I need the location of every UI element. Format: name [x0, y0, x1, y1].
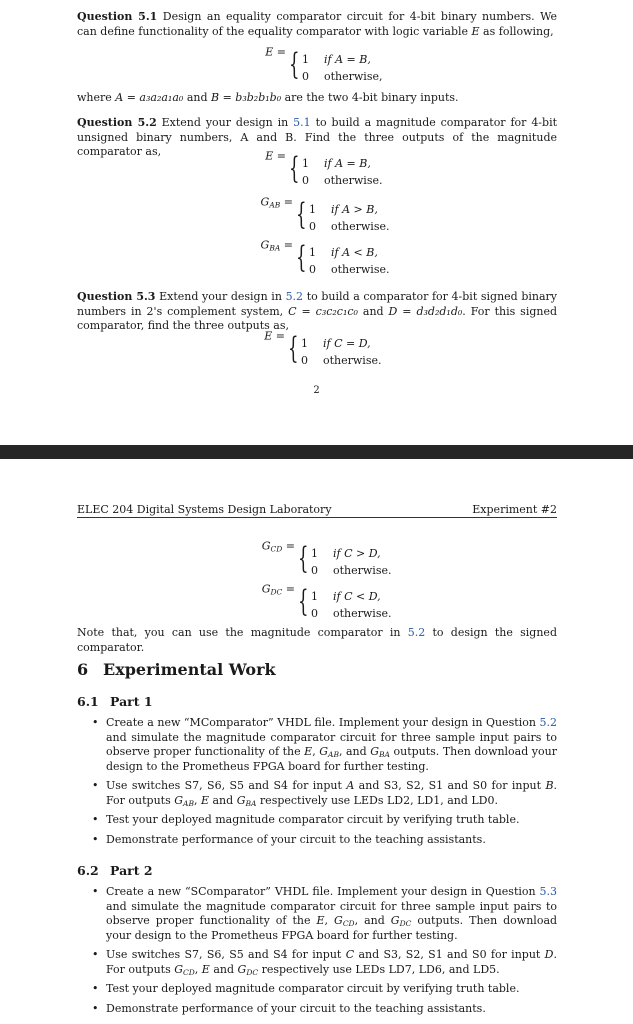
- question-5-1: [77, 10, 557, 39]
- ref-5-2-link[interactable]: 5.2: [407, 626, 426, 639]
- question-5-2-text: Question 5.2 Extend your design in 5.1 to build a magnitude comparator for 4-bit unsigned binary numbers, A and B. Find the three outputs of the magnitude comparator as,: [77, 116, 558, 158]
- question-5-1-label: Question 5.1: [77, 10, 158, 23]
- header-experiment-number: Experiment #2: [472, 503, 557, 516]
- question-5-2-label: Question 5.2: [77, 116, 157, 129]
- running-header: [77, 503, 557, 518]
- page-number: 2: [313, 385, 320, 396]
- list-item: • Create a new “MComparator” VHDL file. Implement your design in Question 5.2 and simulate the magnitude comparator circuit for three sample input pairs to observe proper functionality of the E, $G_{AB}$, and $G_{BA}$ outputs. Then download your design to the Prometheus FPGA board for further testing.: [92, 716, 557, 774]
- subsection-6-1-heading: 6.1 Part 1: [77, 694, 153, 709]
- question-5-3-text: Question 5.3 Extend your design in 5.2 to build a comparator for 4-bit signed binary numbers in 2's complement system, C = c₃c₂c₁c₀ and D = d₃d₂d₁d₀. For this signed comparator, find the three outputs as,: [77, 290, 558, 332]
- list-item: • Use switches S7, S6, S5 and S4 for input C and S3, S2, S1 and S0 for input D. For outputs $G_{CD}$, E and $G_{DC}$ respectively use LEDs LD7, LD6, and LD5.: [92, 948, 557, 977]
- list-item: • Demonstrate performance of your circuit to the teaching assistants.: [92, 1002, 557, 1017]
- document-page-2: Question 5.1 Design an equality comparator circuit for 4-bit binary numbers. We can define functionality of the equality comparator with logic variable E as following, E = { 1 if A = B, 0 otherwise, where A = a₃a₂a₁a₀ and B = b₃b₂b₁b₀ are the two 4-bit binary inputs. Question 5.2 Extend your design in 5.1 to build a magnitude comparator for 4-bit unsigned binary numbers, A and B. Find the three outputs of the magnitude comparator as, E = { 1 if A = B, 0 otherwise. $G_{AB}$ = { 1 if A > B, 0 otherwise. $G_{BA}$ = { 1 if A < B, 0 otherwise. Question 5.3 Extend your design in 5.2 to build a comparator for 4-bit signed binary numbers in 2's complement system, C = c₃c₂c₁c₀ and D = d₃d₂d₁d₀. For this signed comparator, find the three outputs as, E = { 1 if C = D, 0 otherwise. 2: [0, 0, 633, 445]
- note-paragraph: Note that, you can use the magnitude comparator in 5.2 to design the signed comparator.: [77, 626, 557, 654]
- page-separator: [0, 445, 633, 459]
- part-1-list: [92, 716, 557, 852]
- list-item: • Test your deployed magnitude comparator circuit by verifying truth table.: [92, 813, 557, 828]
- section-6-heading: 6 Experimental Work: [77, 660, 276, 679]
- question-5-3: [77, 290, 557, 334]
- question-5-3-label: Question 5.3: [77, 290, 156, 303]
- ref-5-1-link[interactable]: 5.1: [293, 116, 311, 129]
- ref-5-2-link[interactable]: 5.2: [539, 716, 558, 729]
- list-item: • Demonstrate performance of your circuit to the teaching assistants.: [92, 833, 557, 848]
- header-course-title: ELEC 204 Digital Systems Design Laboratory: [77, 503, 332, 516]
- list-item: • Use switches S7, S6, S5 and S4 for input A and S3, S2, S1 and S0 for input B. For outputs $G_{AB}$, E and $G_{BA}$ respectively use LEDs LD2, LD1, and LD0.: [92, 779, 557, 808]
- ref-5-3-link[interactable]: 5.3: [539, 885, 557, 898]
- document-page-3: ELEC 204 Digital Systems Design Laboratory Experiment #2 $G_{CD}$ = { 1 if C > D, 0 otherwise. $G_{DC}$ = { 1 if C < D, 0 otherwise. Note that, you can use the magnitude comparator in 5.2 to design the signed comparator. 6 Experimental Work 6.1 Part 1 • Create a new “MComparator” VHDL file. Implement your design in Question 5.2 and simulate the magnitude comparator circuit for three sample input pairs to observe proper functionality of the E, $G_{AB}$, and $G_{BA}$ outputs. Then download your design to the Prometheus FPGA board for further testing. • Use switches S7, S6, S5 and S4 for input A and S3, S2, S1 and S0 for input B. For outputs $G_{AB}$, E and $G_{BA}$ respectively use LEDs LD2, LD1, and LD0. • Test your deployed magnitude comparator circuit by verifying truth table. • Demonstrate performance of your circuit to the teaching assistants. 6.2 Part 2 • Create a new “SComparator” VHDL file. Implement your design in Question 5.3 and simulate the magnitude comparator circuit for three sample input pairs to observe proper functionality of the E, $G_{CD}$, and $G_{DC}$ outputs. Then download your design to the Prometheus FPGA board for further testing. • Use switches S7, S6, S5 and S4 for input C and S3, S2, S1 and S0 for input D. For outputs $G_{CD}$, E and $G_{DC}$ respectively use LEDs LD7, LD6, and LD5. • Test your deployed magnitude comparator circuit by verifying truth table. • Demonstrate performance of your circuit to the teaching assistants.: [0, 459, 633, 1024]
- question-5-1-where: where A = a₃a₂a₁a₀ and B = b₃b₂b₁b₀ are the two 4-bit binary inputs.: [77, 91, 459, 104]
- part-2-list: [92, 885, 557, 1021]
- list-item: • Create a new “SComparator” VHDL file. Implement your design in Question 5.3 and simulate the magnitude comparator circuit for three sample input pairs to observe proper functionality of the E, $G_{CD}$, and $G_{DC}$ outputs. Then download your design to the Prometheus FPGA board for further testing.: [92, 885, 557, 943]
- question-5-2: [77, 116, 557, 160]
- subsection-6-2-heading: 6.2 Part 2: [77, 863, 153, 878]
- ref-5-2-link[interactable]: 5.2: [285, 290, 304, 303]
- list-item: • Test your deployed magnitude comparator circuit by verifying truth table.: [92, 982, 557, 997]
- question-5-1-text: Question 5.1 Design an equality comparator circuit for 4-bit binary numbers. We can define functionality of the equality comparator with logic variable E as following,: [77, 10, 557, 38]
